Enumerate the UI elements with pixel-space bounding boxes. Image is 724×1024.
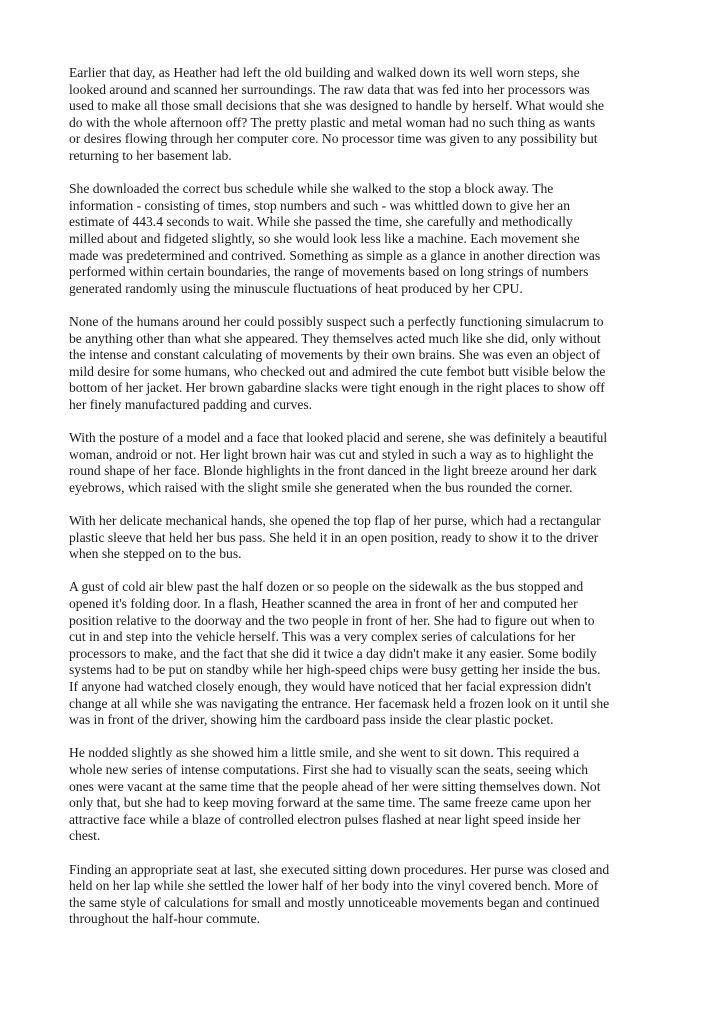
text-line: or desires flowing through her computer core. No processor time was given to any possibility but xyxy=(69,131,598,147)
text-line: woman, android or not. Her light brown hair was cut and styled in such a way as to highlight the xyxy=(69,446,594,462)
text-line: He nodded slightly as she showed him a little smile, and she went to sit down. This required a xyxy=(69,745,580,761)
document-page xyxy=(69,65,669,944)
paragraph-5 xyxy=(69,513,669,563)
text-line: round shape of her face. Blonde highlights in the front danced in the light breeze around her dark xyxy=(69,463,597,479)
text-line: performed within certain boundaries, the range of movements based on long strings of numbers xyxy=(69,264,589,280)
paragraph-8 xyxy=(69,862,669,928)
text-line: ones were vacant at the same time that the people ahead of her were sitting themselves down. Not xyxy=(69,778,601,794)
paragraph-1 xyxy=(69,65,669,165)
text-line: If anyone had watched closely enough, they would have noticed that her facial expression didn't xyxy=(69,678,592,694)
text-line: be anything other than what she appeared. They themselves acted much like she did, only without xyxy=(69,330,601,346)
text-line: position relative to the doorway and the two people in front of her. She had to figure out when to xyxy=(69,612,595,628)
paragraph-2 xyxy=(69,181,669,297)
paragraph-3 xyxy=(69,314,669,414)
text-line: opened it's folding door. In a flash, Heather scanned the area in front of her and computed her xyxy=(69,596,578,611)
text-line: Earlier that day, as Heather had left the old building and walked down its well worn steps, she xyxy=(69,65,580,80)
text-line: information - consisting of times, stop numbers and such - was whittled down to give her an xyxy=(69,197,570,213)
text-line: mild desire for some humans, who checked out and admired the cute fembot butt visible below the xyxy=(69,363,606,379)
text-line: systems had to be put on standby while her high-speed chips were busy getting her inside the bus. xyxy=(69,662,601,678)
text-line: She downloaded the correct bus schedule while she walked to the stop a block away. The xyxy=(69,181,554,197)
paragraph-6 xyxy=(69,579,669,728)
text-line: None of the humans around her could possibly suspect such a perfectly functioning simulacrum to xyxy=(69,313,604,329)
text-line: change at all while she was navigating the entrance. Her facemask held a frozen look on it until she xyxy=(69,695,610,711)
text-line: milled about and fidgeted slightly, so she would look less like a machine. Each movement she xyxy=(69,230,580,246)
text-line: the intense and constant calculating of movements by their own brains. She was even an object of xyxy=(69,347,601,363)
text-line: eyebrows, which raised with the slight smile she generated when the bus rounded the corner. xyxy=(69,479,573,495)
text-line: looked around and scanned her surroundings. The raw data that was fed into her processors was xyxy=(69,81,590,97)
text-line: only that, but she had to keep moving forward at the same time. The same freeze came upon her xyxy=(69,795,592,811)
paragraph-4 xyxy=(69,430,669,496)
text-line: returning to her basement lab. xyxy=(69,147,232,163)
text-line: held on her lap while she settled the lower half of her body into the vinyl covered bench. More of xyxy=(69,878,599,894)
text-line: the same style of calculations for small and mostly unnoticeable movements began and continued xyxy=(69,894,600,910)
text-line: her finely manufactured padding and curves. xyxy=(69,396,313,412)
text-line: was in front of the driver, showing him the cardboard pass inside the clear plastic pocket. xyxy=(69,712,554,728)
text-line: cut in and step into the vehicle herself. This was a very complex series of calculations for her xyxy=(69,629,576,645)
text-line: Finding an appropriate seat at last, she executed sitting down procedures. Her purse was closed and xyxy=(69,861,610,877)
text-line: With her delicate mechanical hands, she opened the top flap of her purse, which had a rectangular xyxy=(69,513,601,529)
text-line: when she stepped on to the bus. xyxy=(69,546,242,562)
text-line: chest. xyxy=(69,828,101,844)
text-line: bottom of her jacket. Her brown gabardine slacks were tight enough in the right places to show off xyxy=(69,380,605,396)
text-line: used to make all those small decisions that she was designed to handle by herself. What would she xyxy=(69,98,605,114)
text-line: generated randomly using the minuscule fluctuations of heat produced by her CPU. xyxy=(69,280,523,296)
text-line: plastic sleeve that held her bus pass. She held it in an open position, ready to show it to the driver xyxy=(69,529,599,545)
paragraph-7 xyxy=(69,745,669,845)
text-line: do with the whole afternoon off? The pretty plastic and metal woman had no such thing as wants xyxy=(69,114,596,130)
text-line: estimate of 443.4 seconds to wait. While she passed the time, she carefully and methodically xyxy=(69,214,573,230)
text-line: A gust of cold air blew past the half dozen or so people on the sidewalk as the bus stopped and xyxy=(69,579,584,595)
text-line: whole new series of intense computations. First she had to visually scan the seats, seeing which xyxy=(69,761,589,777)
text-line: throughout the half-hour commute. xyxy=(69,911,261,927)
text-line: With the posture of a model and a face that looked placid and serene, she was definitely a beautiful xyxy=(69,430,608,446)
text-line: made was predetermined and contrived. Something as simple as a glance in another direction was xyxy=(69,247,601,263)
text-line: processors to make, and the fact that she did it twice a day didn't make it any easier. Some bodily xyxy=(69,645,597,661)
text-line: attractive face while a blaze of controlled electron pulses flashed at near light speed inside her xyxy=(69,811,581,827)
